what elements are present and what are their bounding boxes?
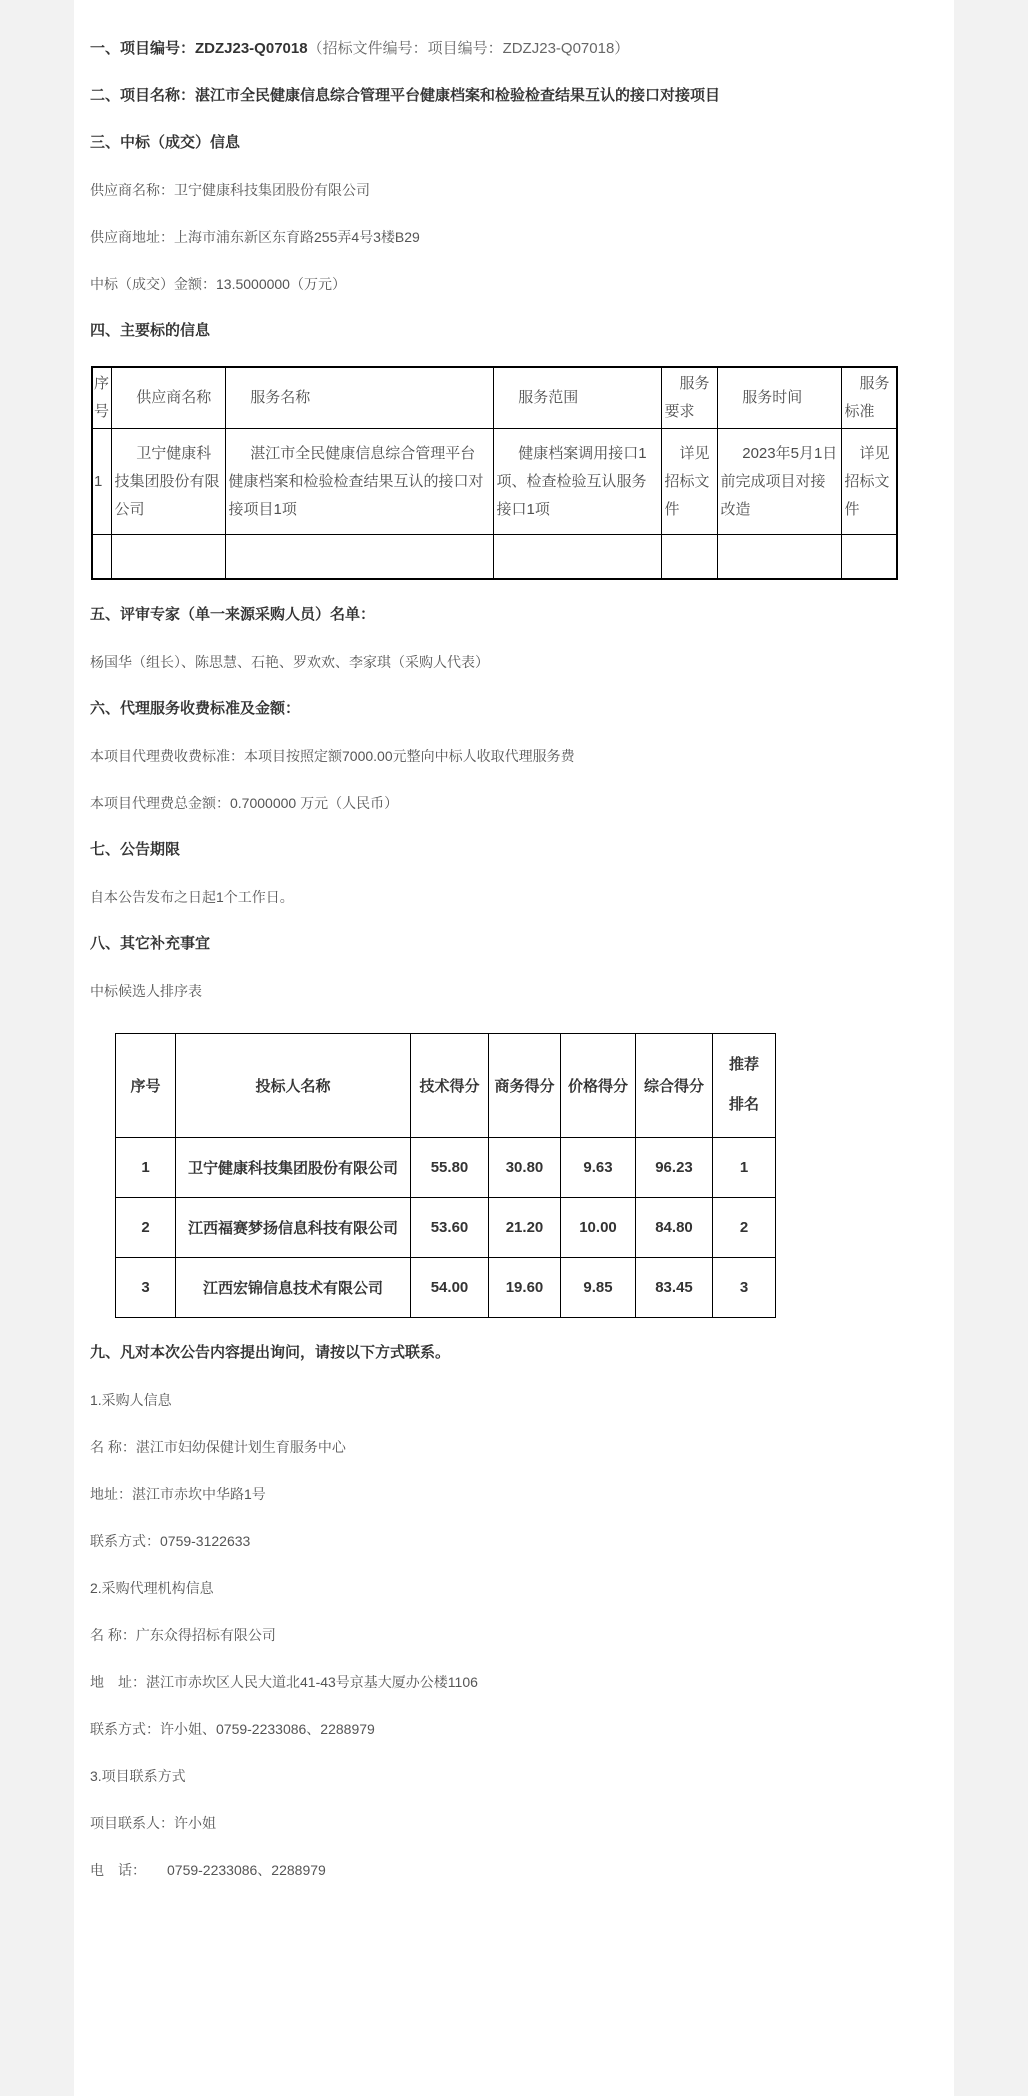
rank3-recommend-rank: 3 — [713, 1257, 776, 1317]
cell-service-requirement: 详见招标文件 — [661, 429, 717, 535]
section-4-heading: 四、主要标的信息 — [90, 322, 211, 339]
rank1-recommend-rank: 1 — [713, 1137, 776, 1197]
cell-no: 1 — [92, 429, 111, 535]
col-header-service-time: 服务时间 — [717, 367, 841, 429]
section-5-heading: 五、评审专家（单一来源采购人员）名单： — [90, 605, 376, 623]
announcement-document — [74, 0, 954, 2096]
rank2-bidder: 江西福赛梦扬信息科技有限公司 — [176, 1197, 411, 1257]
rank-col-recommend-rank-label: 推荐排名 — [728, 1056, 759, 1113]
rank2-recommend-rank: 2 — [713, 1197, 776, 1257]
section-8-heading: 八、其它补充事宜 — [90, 934, 211, 952]
rank1-tech-score: 55.80 — [411, 1137, 489, 1197]
section-3-heading: 三、中标（成交）信息 — [90, 134, 241, 151]
rank1-total-score: 96.23 — [636, 1137, 713, 1197]
rank-col-total-score: 综合得分 — [636, 1033, 713, 1137]
candidate-ranking-table — [115, 1033, 776, 1318]
rank3-no: 3 — [116, 1257, 176, 1317]
agency-address-line: 地 址：湛江市赤坎区人民大道北41-43号京基大厦办公楼1106 — [90, 1673, 478, 1690]
rank3-total-score: 83.45 — [636, 1257, 713, 1317]
rank2-price-score: 10.00 — [561, 1197, 636, 1257]
project-number-text: 一、项目编号：ZDZJ23-Q07018 — [90, 40, 308, 57]
main-subject-table — [91, 366, 898, 580]
rank-col-bidder: 投标人名称 — [176, 1033, 411, 1137]
rank-col-price-score: 价格得分 — [561, 1033, 636, 1137]
rank2-business-score: 21.20 — [489, 1197, 561, 1257]
project-contact-line: 项目联系人：许小姐 — [90, 1814, 216, 1831]
cell-supplier: 卫宁健康科技集团股份有限公司 — [111, 429, 225, 535]
ranking-table-title: 中标候选人排序表 — [90, 982, 202, 999]
rank-col-business-score: 商务得分 — [489, 1033, 561, 1137]
cell-service-name: 湛江市全民健康信息综合管理平台健康档案和检验检查结果互认的接口对接项目1项 — [225, 429, 493, 535]
col-header-service-standard: 服务标准 — [841, 367, 897, 429]
section-6-heading: 六、代理服务收费标准及金额： — [90, 699, 301, 717]
rank1-business-score: 30.80 — [489, 1137, 561, 1197]
main-subject-table-data-row — [92, 429, 897, 535]
rank1-no: 1 — [116, 1137, 176, 1197]
rank3-tech-score: 54.00 — [411, 1257, 489, 1317]
project-contact-title: 3.项目联系方式 — [90, 1767, 186, 1784]
buyer-phone-line: 联系方式：0759-3122633 — [90, 1532, 251, 1549]
rank2-total-score: 84.80 — [636, 1197, 713, 1257]
rank1-price-score: 9.63 — [561, 1137, 636, 1197]
col-header-no: 序号 — [92, 367, 111, 429]
ranking-row-2 — [116, 1197, 776, 1257]
ranking-table-header-row — [116, 1033, 776, 1137]
rank-col-recommend-rank — [713, 1033, 776, 1137]
agency-info-title: 2.采购代理机构信息 — [90, 1579, 214, 1596]
rank2-tech-score: 53.60 — [411, 1197, 489, 1257]
agency-phone-line: 联系方式：许小姐、0759-2233086、2288979 — [90, 1720, 375, 1737]
rank2-no: 2 — [116, 1197, 176, 1257]
col-header-service-name: 服务名称 — [225, 367, 493, 429]
supplier-name-line: 供应商名称：卫宁健康科技集团股份有限公司 — [90, 182, 370, 198]
experts-list-line: 杨国华（组长）、陈思慧、石艳、罗欢欢、李家琪（采购人代表） — [90, 653, 489, 670]
section-9-heading: 九、凡对本次公告内容提出询问，请按以下方式联系。 — [90, 1343, 451, 1361]
section-7-heading: 七、公告期限 — [90, 840, 181, 858]
rank-col-tech-score: 技术得分 — [411, 1033, 489, 1137]
agency-fee-standard-line: 本项目代理费收费标准：本项目按照定额7000.00元整向中标人收取代理服务费 — [90, 747, 575, 764]
rank-col-no: 序号 — [116, 1033, 176, 1137]
col-header-supplier: 供应商名称 — [111, 367, 225, 429]
section-2-heading: 二、项目名称：湛江市全民健康信息综合管理平台健康档案和检验检查结果互认的接口对接项目 — [90, 87, 721, 104]
ranking-row-1 — [116, 1137, 776, 1197]
supplier-address-line: 供应商地址：上海市浦东新区东育路255弄4号3楼B29 — [90, 229, 420, 245]
section-1-heading — [90, 37, 938, 61]
agency-name-line: 名 称：广东众得招标有限公司 — [90, 1626, 276, 1643]
buyer-address-line: 地址：湛江市赤坎中华路1号 — [90, 1485, 266, 1502]
main-subject-table-header-row — [92, 367, 897, 429]
cell-service-standard: 详见招标文件 — [841, 429, 897, 535]
main-subject-table-empty-row — [92, 535, 897, 579]
project-phone-line: 电 话： 0759-2233086、2288979 — [90, 1861, 326, 1878]
award-amount-line: 中标（成交）金额：13.5000000（万元） — [90, 276, 346, 292]
cell-service-scope: 健康档案调用接口1项、检查检验互认服务接口1项 — [493, 429, 661, 535]
rank3-bidder: 江西宏锦信息技术有限公司 — [176, 1257, 411, 1317]
ranking-row-3 — [116, 1257, 776, 1317]
rank1-bidder: 卫宁健康科技集团股份有限公司 — [176, 1137, 411, 1197]
buyer-name-line: 名 称：湛江市妇幼保健计划生育服务中心 — [90, 1438, 346, 1455]
rank3-price-score: 9.85 — [561, 1257, 636, 1317]
project-number-note: （招标文件编号：项目编号：ZDZJ23-Q07018） — [307, 40, 630, 57]
buyer-info-title: 1.采购人信息 — [90, 1391, 172, 1408]
announcement-period-line: 自本公告发布之日起1个工作日。 — [90, 888, 294, 905]
agency-fee-total-line: 本项目代理费总金额：0.7000000 万元（人民币） — [90, 794, 399, 811]
cell-service-time: 2023年5月1日前完成项目对接改造 — [717, 429, 841, 535]
rank3-business-score: 19.60 — [489, 1257, 561, 1317]
col-header-service-scope: 服务范围 — [493, 367, 661, 429]
col-header-service-requirement: 服务要求 — [661, 367, 717, 429]
